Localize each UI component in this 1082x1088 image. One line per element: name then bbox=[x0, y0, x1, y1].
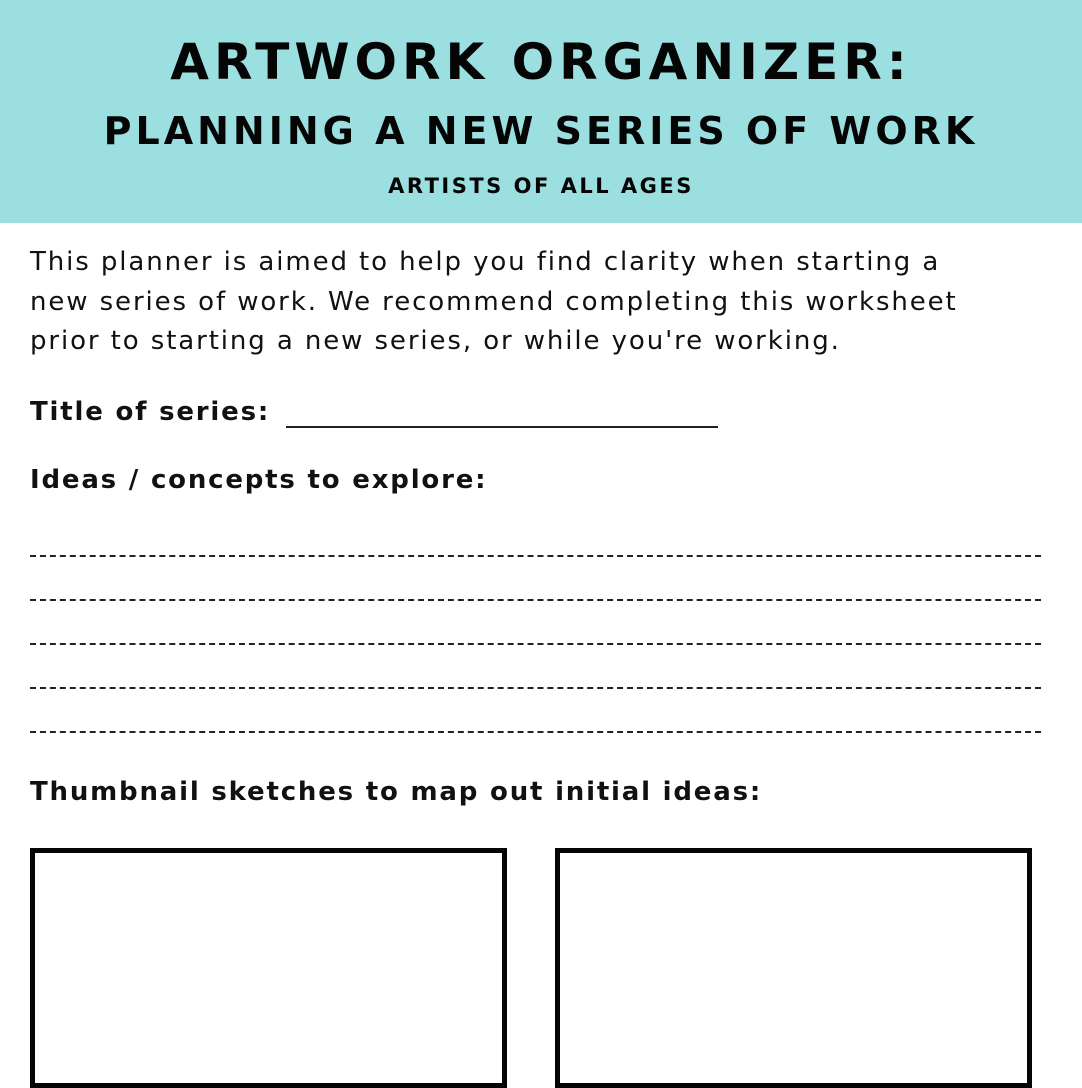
header-banner bbox=[0, 0, 1082, 223]
intro-line: prior to starting a new series, or while you're working. bbox=[30, 326, 841, 356]
thumbnail-sketch-box[interactable] bbox=[555, 848, 1032, 1088]
intro-paragraph bbox=[30, 243, 1060, 362]
ideas-line[interactable] bbox=[30, 643, 1041, 645]
ideas-line[interactable] bbox=[30, 731, 1041, 733]
intro-line: new series of work. We recommend completing this worksheet bbox=[30, 286, 958, 317]
thumbnail-sketches-label: Thumbnail sketches to map out initial ideas: bbox=[30, 777, 763, 807]
ideas-line[interactable] bbox=[30, 687, 1041, 689]
audience-label: ARTISTS OF ALL AGES bbox=[388, 174, 694, 198]
ideas-line[interactable] bbox=[30, 599, 1041, 601]
thumbnail-sketch-box[interactable] bbox=[30, 848, 507, 1088]
page-subtitle: PLANNING A NEW SERIES OF WORK bbox=[103, 109, 979, 153]
ideas-label: Ideas / concepts to explore: bbox=[30, 465, 488, 495]
ideas-line[interactable] bbox=[30, 555, 1041, 557]
intro-line: This planner is aimed to help you find clarity when starting a bbox=[30, 247, 941, 277]
series-title-field[interactable] bbox=[286, 426, 718, 428]
page-title: ARTWORK ORGANIZER: bbox=[170, 33, 912, 91]
series-title-label: Title of series: bbox=[30, 397, 271, 427]
